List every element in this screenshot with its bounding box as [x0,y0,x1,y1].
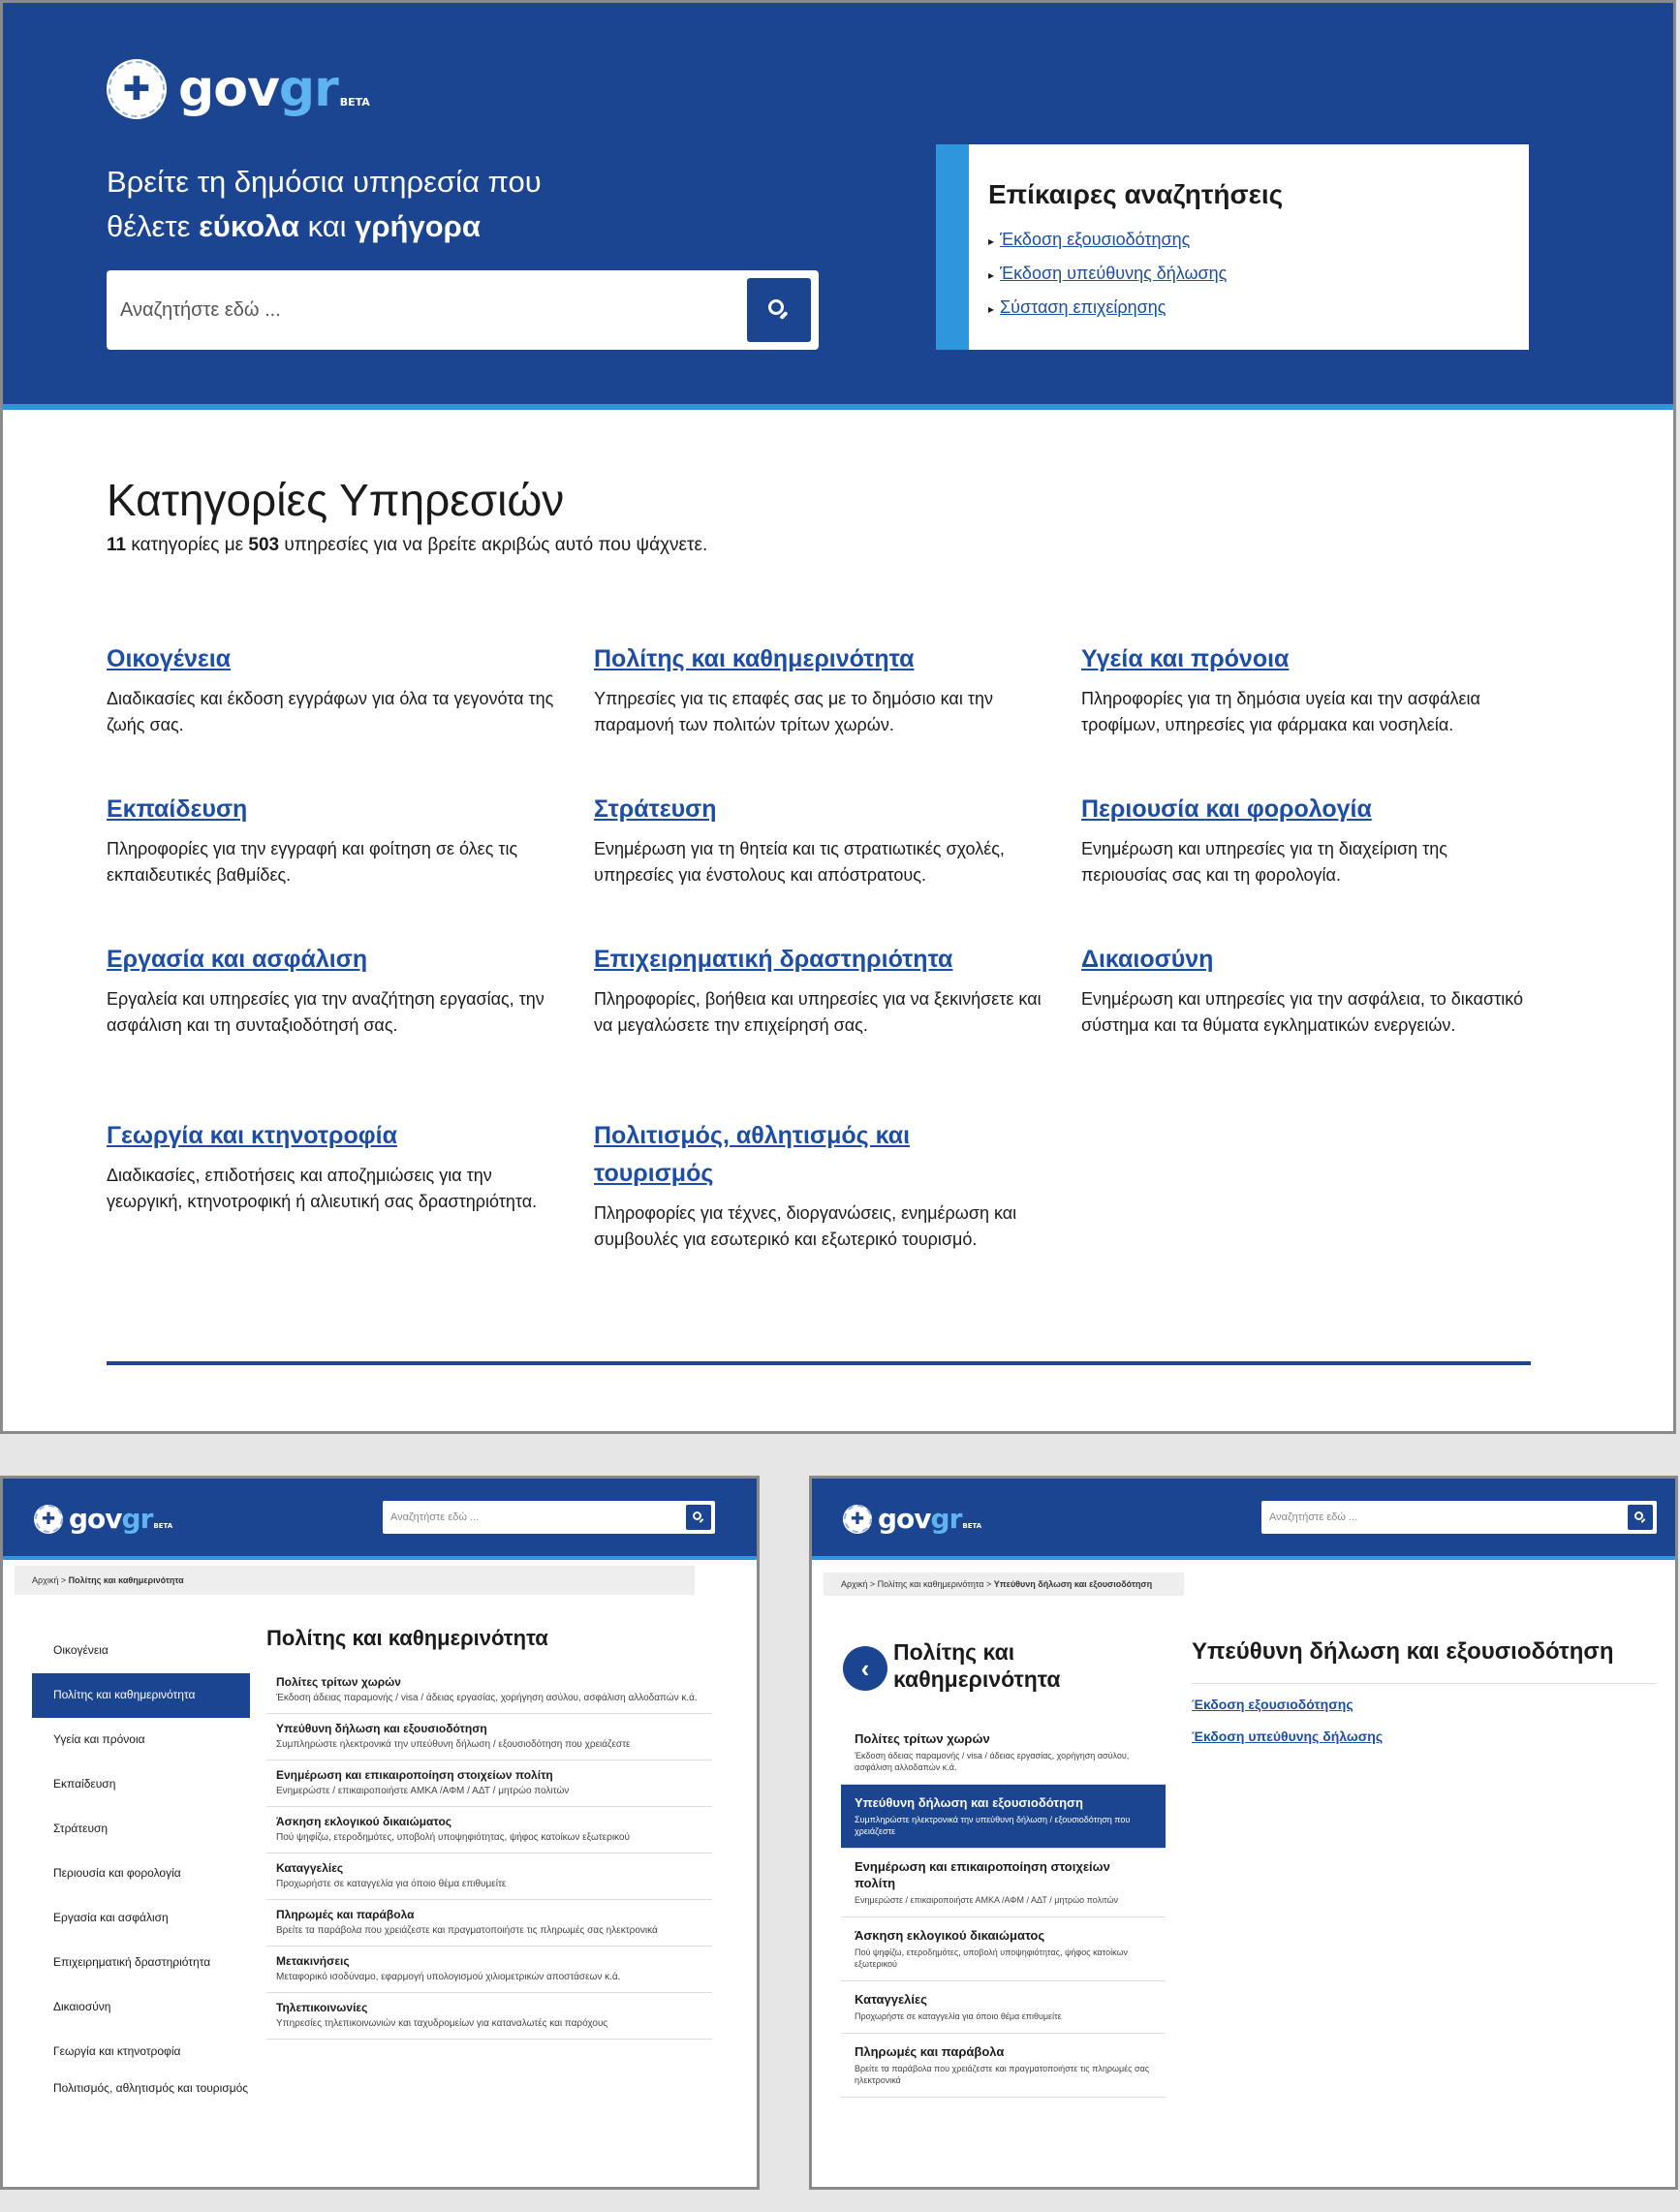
header-search-box [1261,1501,1657,1534]
sidebar-item-education[interactable]: Εκπαίδευση [53,1777,116,1791]
category-link-business[interactable]: Επιχειρηματική δραστηριότητα [594,946,953,973]
category-card [594,791,1049,888]
hero-banner [3,3,1673,410]
search-button[interactable] [1628,1505,1653,1530]
site-header [3,1479,757,1560]
category-card [594,640,1049,738]
category-card [594,941,1049,1039]
category-description: Υπηρεσίες για τις επαφές σας με το δημόσιο και την παραμονή των πολιτών τρίτων χωρών. [594,689,993,734]
hot-search-item [988,264,1529,284]
category-link-family[interactable]: Οικογένεια [107,645,232,672]
hot-search-link[interactable]: Έκδοση εξουσιοδότησης [1000,230,1191,249]
divider [107,1361,1531,1365]
service-link[interactable]: Έκδοση υπεύθυνης δήλωσης [1192,1729,1384,1744]
subcategory-page-screenshot [809,1476,1678,2190]
sidebar-item-health[interactable]: Υγεία και πρόνοια [53,1732,145,1746]
list-item[interactable]: Πολίτες τρίτων χωρών Έκδοση άδειας παραμονής / visa / άδειας εργασίας, χορήγηση ασύλου, ασφάλιση αλλοδαπών κ.ά. [266,1667,712,1714]
subcategory-list [266,1667,712,2040]
sidebar-item-justice[interactable]: Δικαιοσύνη [53,2000,111,2013]
sidebar-item-military[interactable]: Στράτευση [53,1822,109,1835]
breadcrumb-current: Πολίτης και καθημερινότητα [68,1575,184,1585]
category-card [107,941,562,1039]
category-link-culture[interactable]: Πολιτισμός, αθλητισμός και τουρισμός [594,1122,911,1187]
list-item[interactable]: Ενημέρωση και επικαιροποίηση στοιχείων πολίτη Ενημερώστε / επικαιροποιήστε ΑΜΚΑ /ΑΦΜ / ΑΔΤ / μητρώο πολιτών [266,1760,712,1807]
category-card [107,640,562,738]
category-description: Ενημέρωση και υπηρεσίες για την ασφάλεια, το δικαστικό σύστημα και τα θύματα εγκληματικών ενεργειών. [1081,989,1523,1035]
beta-badge: BETA [153,1521,173,1530]
back-button[interactable] [843,1646,887,1691]
chevron-right-icon: ▸ [988,268,995,282]
logo-wordmark: govgr [69,1503,153,1535]
category-description: Εργαλεία και υπηρεσίες για την αναζήτηση εργασίας, την ασφάλιση και τη συνταξιοδότησή σας. [107,989,544,1035]
list-item[interactable]: Ενημέρωση και επικαιροποίηση στοιχείων πολίτη Ενημερώστε / επικαιροποιήστε ΑΜΚΑ /ΑΦΜ / ΑΔΤ / μητρώο πολιτών [841,1849,1166,1917]
service-link[interactable]: Έκδοση εξουσιοδότησης [1192,1697,1353,1712]
categories-heading: Κατηγορίες Υπηρεσιών [107,475,565,525]
sidebar-item-business[interactable]: Επιχειρηματική δραστηριότητα [53,1955,211,1969]
hot-search-link[interactable]: Σύσταση επιχείρησης [1000,297,1167,317]
category-description: Ενημέρωση για τη θητεία και τις στρατιωτικές σχολές, υπηρεσίες για ένστολους και απόστρατους. [594,839,1005,885]
chevron-right-icon: ▸ [988,302,995,316]
list-item[interactable]: Τηλεπικοινωνίες Υπηρεσίες τηλεπικοινωνιών και ταχυδρομείων για καταναλωτές και παρόχους [266,1993,712,2040]
list-item[interactable]: Άσκηση εκλογικού δικαιώματος Πού ψηφίζω, ετεροδημότες, υποβολή υποψηφιότητας, ψήφος κατοίκων εξωτερικού [266,1807,712,1854]
search-input[interactable] [390,1511,686,1523]
search-icon [768,299,790,321]
category-card [107,1117,562,1215]
category-description: Διαδικασίες και έκδοση εγγράφων για όλα τα γεγονότα της ζωής σας. [107,689,554,734]
search-button[interactable] [686,1505,711,1530]
logo-wordmark: govgr [878,1503,962,1535]
breadcrumb-home-link[interactable]: Αρχική [32,1575,59,1585]
list-item[interactable]: Υπεύθυνη δήλωση και εξουσιοδότηση Συμπληρώστε ηλεκτρονικά την υπεύθυνη δήλωση / εξουσιοδότηση που χρειάζεστε [266,1714,712,1760]
category-link-property[interactable]: Περιουσία και φορολογία [1081,795,1372,823]
category-link-justice[interactable]: Δικαιοσύνη [1081,946,1214,973]
search-icon [1634,1511,1646,1523]
header-search-box [383,1501,715,1534]
list-item[interactable]: Πληρωμές και παράβολα Βρείτε τα παράβολα που χρειάζεστε και πραγματοποιήστε τις πληρωμές σας ηλεκτρονικά [841,2034,1166,2098]
category-page-screenshot [0,1476,760,2190]
page-title: Υπεύθυνη δήλωση και εξουσιοδότηση [1192,1638,1657,1684]
list-item[interactable]: Καταγγελίες Προχωρήστε σε καταγγελία για όποιο θέμα επιθυμείτε [841,1981,1166,2034]
hot-search-item [988,230,1529,250]
search-icon [693,1511,704,1523]
category-description: Διαδικασίες, επιδοτήσεις και αποζημιώσεις για την γεωργική, κτηνοτροφική ή αλιευτική σας δραστηριότητα. [107,1166,538,1211]
category-link-employment[interactable]: Εργασία και ασφάλιση [107,946,368,973]
category-card [107,791,562,888]
search-input[interactable] [120,299,747,322]
greek-emblem-icon: ✚ [34,1505,63,1534]
site-header [812,1479,1675,1560]
list-item[interactable]: Πληρωμές και παράβολα Βρείτε τα παράβολα που χρειάζεστε και πραγματοποιήστε τις πληρωμές σας ηλεκτρονικά [266,1900,712,1947]
categories-summary: 11 κατηγορίες με 503 υπηρεσίες για να βρείτε ακριβώς αυτό που ψάχνετε. [107,535,708,555]
category-link-agriculture[interactable]: Γεωργία και κτηνοτροφία [107,1122,397,1149]
list-item-active[interactable]: Υπεύθυνη δήλωση και εξουσιοδότηση Συμπληρώστε ηλεκτρονικά την υπεύθυνη δήλωση / εξουσιοδότηση που χρειάζεστε [841,1785,1166,1849]
service-links [1192,1697,1383,1760]
subcategory-list [841,1721,1166,2098]
chevron-right-icon: ▸ [988,234,995,248]
category-description: Πληροφορίες για τέχνες, διοργανώσεις, ενημέρωση και συμβουλές για εσωτερικό και εξωτερικό τουρισμό. [594,1203,1017,1249]
section-title: Πολίτης και καθημερινότητα [893,1639,1061,1692]
hot-search-item [988,297,1529,318]
category-link-military[interactable]: Στράτευση [594,795,717,823]
chevron-left-icon: ‹ [860,1653,870,1683]
category-sidebar [32,1629,250,2123]
list-item[interactable]: Καταγγελίες Προχωρήστε σε καταγγελία για όποιο θέμα επιθυμείτε [266,1854,712,1900]
hero-search-box [107,270,819,350]
sidebar-item-employment[interactable]: Εργασία και ασφάλιση [53,1911,169,1924]
list-item[interactable]: Άσκηση εκλογικού δικαιώματος Πού ψηφίζω, ετεροδημότες, υποβολή υποψηφιότητας, ψήφος κατοίκων εξωτερικού [841,1917,1166,1981]
search-button[interactable] [747,278,811,342]
breadcrumb: Αρχική > Πολίτης και καθημερινότητα [15,1566,695,1595]
hot-searches-panel [936,144,1529,350]
search-input[interactable] [1269,1511,1628,1523]
category-link-health[interactable]: Υγεία και πρόνοια [1081,645,1290,672]
category-link-citizen[interactable]: Πολίτης και καθημερινότητα [594,645,915,672]
hero-title: Βρείτε τη δημόσια υπηρεσία που θέλετε εύκολα και γρήγορα [107,165,542,243]
sidebar-item-agriculture[interactable]: Γεωργία και κτηνοτροφία [53,2044,181,2058]
logo-wordmark: govgr [178,60,338,118]
beta-badge: BETA [962,1521,982,1530]
govgr-logo[interactable] [843,1503,981,1535]
hot-searches-title: Επίκαιρες αναζητήσεις [988,179,1284,209]
category-link-education[interactable]: Εκπαίδευση [107,795,248,823]
category-description: Πληροφορίες για τη δημόσια υγεία και την ασφάλεια τροφίμων, υπηρεσίες για φάρμακα και νοσηλεία. [1081,689,1480,734]
govgr-logo[interactable] [34,1503,172,1535]
category-card [1081,791,1537,888]
category-card [594,1117,1020,1253]
hot-search-link[interactable]: Έκδοση υπεύθυνης δήλωσης [1000,264,1228,283]
beta-badge: BETA [339,95,370,109]
sidebar-item-citizen[interactable]: Πολίτης και καθημερινότητα [32,1673,250,1718]
list-item[interactable]: Πολίτες τρίτων χωρών Έκδοση άδειας παραμονής / visa / άδειας εργασίας, χορήγηση ασύλου, ασφάλιση αλλοδαπών κ.ά. [841,1721,1166,1785]
category-description: Πληροφορίες, βοήθεια και υπηρεσίες για να ξεκινήσετε και να μεγαλώσετε την επιχείρησή σας. [594,989,1042,1035]
govgr-logo[interactable] [107,59,370,119]
sidebar-item-culture[interactable]: Πολιτισμός, αθλητισμός και τουρισμός [53,2081,249,2095]
category-description: Ενημέρωση και υπηρεσίες για τη διαχείριση της περιουσίας σας και τη φορολογία. [1081,839,1447,885]
greek-emblem-icon: ✚ [843,1505,872,1534]
sidebar-item-property[interactable]: Περιουσία και φορολογία [53,1866,181,1880]
breadcrumb-home-link[interactable]: Αρχική [841,1579,868,1589]
list-item[interactable]: Μετακινήσεις Μεταφορικό ισοδύναμο, εφαρμογή υπολογισμού χιλιομετρικών αποστάσεων κ.ά. [266,1947,712,1993]
breadcrumb-parent-link[interactable]: Πολίτης και καθημερινότητα [877,1579,984,1589]
category-card [1081,941,1537,1039]
category-description: Πληροφορίες για την εγγραφή και φοίτηση σε όλες τις εκπαιδευτικές βαθμίδες. [107,839,518,885]
breadcrumb: Αρχική > Πολίτης και καθημερινότητα > Υπεύθυνη δήλωση και εξουσιοδότηση [824,1573,1184,1596]
page-title: Πολίτης και καθημερινότητα [266,1626,548,1650]
breadcrumb-current: Υπεύθυνη δήλωση και εξουσιοδότηση [993,1579,1153,1589]
greek-emblem-icon: ✚ [107,59,167,119]
sidebar-item-family[interactable]: Οικογένεια [53,1643,109,1657]
category-card [1081,640,1537,738]
